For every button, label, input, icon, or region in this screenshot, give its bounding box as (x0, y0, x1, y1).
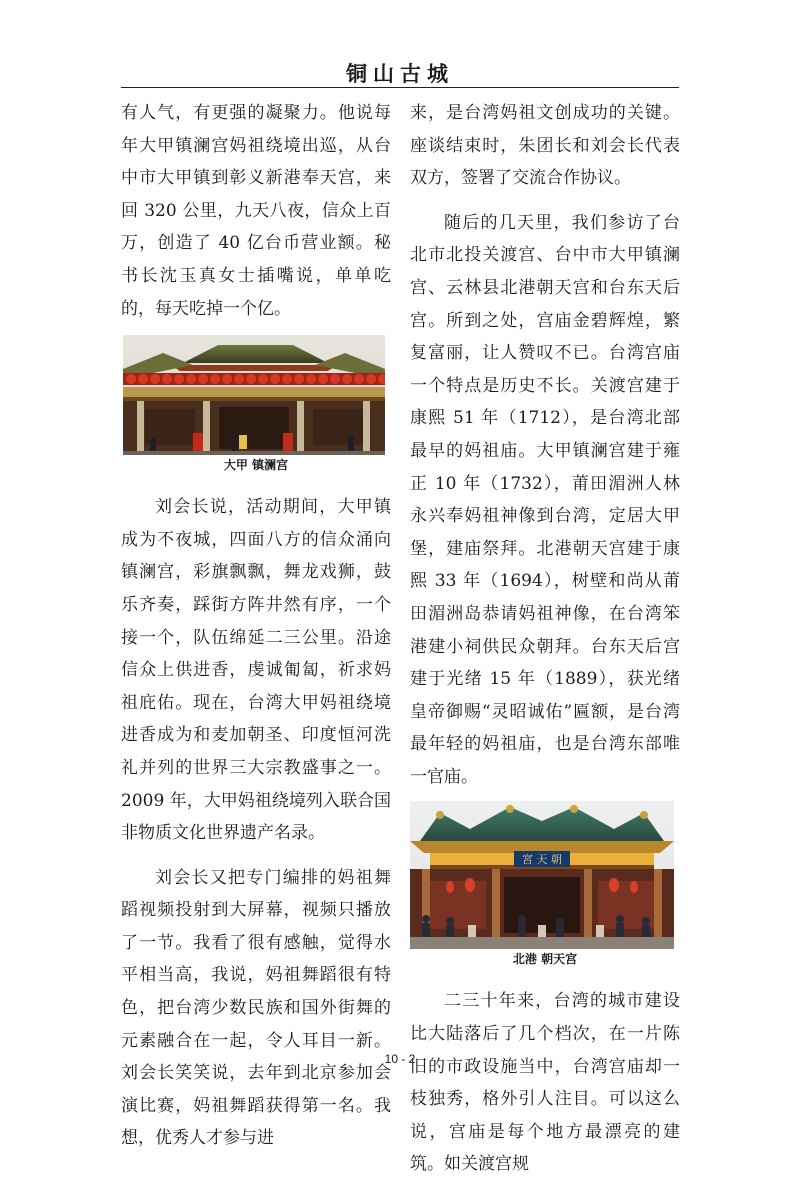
right-column (410, 96, 680, 1181)
left-paragraph-2: 刘会长说，活动期间，大甲镇成为不夜城，四面八方的信众涌向镇澜宫，彩旗飘飘，舞龙戏狮，鼓乐齐奏，踩街方阵井然有序，一个接一个，队伍绵延二三公里。沿途信众上供进香，虔诚匍匐，祈求妈祖庇佑。现在，台湾大甲妈祖绕境进香成为和麦加朝圣、印度恒河洗礼并列的世界三大宗教盛事之一。2009 年，大甲妈祖绕境列入联合国非物质文化世界遗产名录。 (121, 497, 391, 844)
right-paragraph-2: 随后的几天里，我们参访了台北市北投关渡宫、台中市大甲镇澜宫、云林县北港朝天宫和台东天后宫。所到之处，宫庙金碧辉煌，繁复富丽，让人赞叹不已。台湾宫庙一个特点是历史不长。关渡宫建于康熙 51 年（1712），是台湾北部最早的妈祖庙。大甲镇澜宫建于雍正 10 年（1732），莆田湄洲人林永兴奉妈祖神像到台湾，定居大甲堡，建庙祭拜。北港朝天宫建于康熙 33 年（1694），树壁和尚从莆田湄洲岛恭请妈祖神像，在台湾笨港建小祠供民众朝拜。台东天后宫建于光绪 15 年（1889），获光绪皇帝御赐“灵昭诚佑”匾额，是台湾最年轻的妈祖庙，也是台湾东部唯一官庙。 (410, 212, 680, 787)
zhenlan-temple-photo (123, 335, 385, 455)
page-number: 10 - 2 (384, 1052, 416, 1066)
header-rule (121, 87, 679, 88)
figure-beigang-chaotian-temple (410, 801, 680, 967)
right-paragraph-1: 来，是台湾妈祖文创成功的关键。座谈结束时，朱团长和刘会长代表双方，签署了交流合作协议。 (410, 103, 680, 189)
right-paragraph-3: 二三十年来，台湾的城市建设比大陆落后了几个档次，在一片陈旧的市政设施当中，台湾宫庙却一枝独秀，格外引人注目。可以这么说，宫庙是每个地方最漂亮的建筑。如关渡宫规 (410, 991, 680, 1175)
figure-caption: 大甲 镇澜宫 (223, 458, 289, 473)
left-paragraph-1: 有人气，有更强的凝聚力。他说每年大甲镇澜宫妈祖绕境出巡，从台中市大甲镇到彰义新港奉天宫，来回 320 公里，九天八夜，信众上百万，创造了 40 亿台币营业额。秘书长沈玉真女士插嘴说，单单吃的，每天吃掉一个亿。 (121, 103, 391, 319)
chaotian-temple-photo (410, 801, 674, 949)
running-header-title: 铜山古城 (346, 61, 454, 86)
figure-caption: 北港 朝天宫 (512, 952, 578, 967)
left-paragraph-3: 刘会长又把专门编排的妈祖舞蹈视频投射到大屏幕，视频只播放了一节。我看了很有感触，觉得水平相当高，我说，妈祖舞蹈很有特色，把台湾少数民族和国外街舞的元素融合在一起，令人耳目一新。刘会长笑笑说，去年到北京参加会演比赛，妈祖舞蹈获得第一名。我想，优秀人才参与进 (121, 867, 391, 1149)
figure-dajia-zhenlan-temple (121, 335, 391, 473)
temple-plaque-text: 宮 天 朝 (522, 853, 562, 867)
left-column (121, 96, 391, 1155)
